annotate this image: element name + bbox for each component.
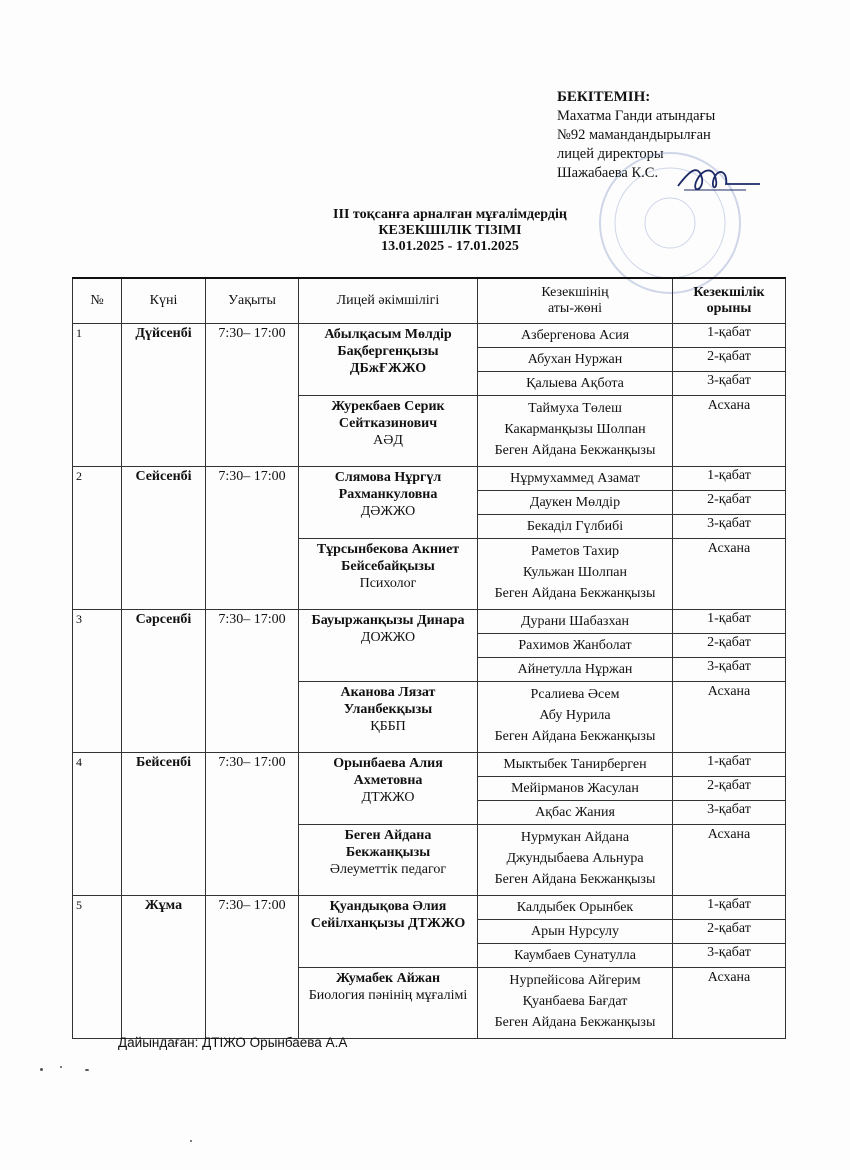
admin-role: Әлеуметтік педагог <box>329 862 447 877</box>
admin-name: Орынбаева Алия Ахметовна <box>333 756 443 788</box>
duty-place: Асхана <box>673 539 786 610</box>
kitchen-teachers <box>478 682 673 753</box>
teacher-name: Мейірманов Жасулан <box>478 777 673 801</box>
table-row <box>73 896 786 920</box>
approval-line: Шажабаева К.С. <box>557 165 659 181</box>
duty-place: 1-қабат <box>673 896 786 920</box>
day-name: Сейсенбі <box>122 467 206 610</box>
admin-cell <box>299 825 478 896</box>
header-place: Кезекшілік орыны <box>673 278 786 324</box>
teacher-name: Бекаділ Гүлбибі <box>478 515 673 539</box>
table-row <box>73 610 786 634</box>
teacher-name: Абухан Нуржан <box>478 348 673 372</box>
teacher-name: Рсалиева Әсем <box>530 687 620 702</box>
admin-name: Бауыржанқызы Динара <box>311 613 465 628</box>
teacher-name: Какарманқызы Шолпан <box>504 422 646 437</box>
duty-place: 1-қабат <box>673 753 786 777</box>
admin-name: Жумабек Айжан <box>335 971 441 986</box>
header-admin: Лицей әкімшілігі <box>299 278 478 324</box>
document-title <box>200 207 700 255</box>
admin-cell <box>299 324 478 396</box>
table-header-row <box>73 278 786 324</box>
day-number: 5 <box>73 896 122 1039</box>
duty-place: 2-қабат <box>673 491 786 515</box>
title-line-2: КЕЗЕКШІЛІК ТІЗІМІ <box>378 223 522 238</box>
admin-role: Психолог <box>359 576 417 591</box>
admin-name: Слямова Нұргүл Рахманкуловна <box>334 470 442 502</box>
admin-role: ДӘЖЖО <box>360 504 416 519</box>
admin-name: Беген Айдана Бекжанқызы <box>344 828 432 860</box>
kitchen-teachers <box>478 968 673 1039</box>
duty-place: 1-қабат <box>673 610 786 634</box>
approval-line: Махатма Ганди атындағы <box>557 108 716 124</box>
teacher-name: Каумбаев Сунатулла <box>478 944 673 968</box>
teacher-name: Арын Нурсулу <box>478 920 673 944</box>
teacher-name: Абу Нурила <box>539 708 611 723</box>
approval-heading: БЕКІТЕМІН: <box>557 89 651 105</box>
table-row <box>73 467 786 491</box>
signature <box>676 160 761 200</box>
teacher-name: Кульжан Шолпан <box>522 565 628 580</box>
teacher-name: Ақбас Жания <box>478 801 673 825</box>
admin-role: ҚББП <box>370 719 406 734</box>
admin-role: ДТЖЖО <box>361 790 415 805</box>
day-name: Бейсенбі <box>122 753 206 896</box>
teacher-name: Беген Айдана Бекжанқызы <box>494 443 656 458</box>
duty-place: 1-қабат <box>673 467 786 491</box>
duty-time: 7:30– 17:00 <box>206 324 299 467</box>
duty-time: 7:30– 17:00 <box>206 610 299 753</box>
header-time: Уақыты <box>206 278 299 324</box>
teacher-name: Беген Айдана Бекжанқызы <box>494 729 656 744</box>
admin-name: Абылқасым Мөлдір Бақбергенқызы ДБжҒЖЖО <box>324 327 452 376</box>
duty-place: 2-қабат <box>673 920 786 944</box>
duty-place: Асхана <box>673 825 786 896</box>
approval-line: №92 мамандандырылған <box>557 127 711 143</box>
duty-time: 7:30– 17:00 <box>206 753 299 896</box>
teacher-name: Нурпейісова Айгерим <box>509 973 641 988</box>
day-number: 4 <box>73 753 122 896</box>
duty-place: 2-қабат <box>673 348 786 372</box>
teacher-name: Беген Айдана Бекжанқызы <box>494 1015 656 1030</box>
admin-cell <box>299 753 478 825</box>
teacher-name: Даукен Мөлдір <box>478 491 673 515</box>
approval-line: лицей директоры <box>557 146 664 162</box>
day-name: Жұма <box>122 896 206 1039</box>
day-number: 2 <box>73 467 122 610</box>
duty-place: 2-қабат <box>673 634 786 658</box>
duty-place: 2-қабат <box>673 777 786 801</box>
day-number: 3 <box>73 610 122 753</box>
teacher-name: Раметов Тахир <box>530 544 620 559</box>
admin-cell <box>299 682 478 753</box>
admin-name: Тұрсынбекова Акниет Бейсебайқызы <box>316 542 460 574</box>
table-body <box>73 324 786 1039</box>
teacher-name: Беген Айдана Бекжанқызы <box>494 586 656 601</box>
table-row <box>73 753 786 777</box>
teacher-name: Калдыбек Орынбек <box>478 896 673 920</box>
table-row <box>73 324 786 348</box>
day-name: Дүйсенбі <box>122 324 206 467</box>
teacher-name: Айнетулла Нұржан <box>478 658 673 682</box>
teacher-name: Рахимов Жанболат <box>478 634 673 658</box>
title-line-1: ІІІ тоқсанға арналған мұғалімдердің <box>333 207 567 222</box>
duty-schedule-table <box>72 277 786 1039</box>
admin-role: Биология пәнінің мұғалімі <box>308 988 468 1003</box>
teacher-name: Қуанбаева Бағдат <box>522 994 628 1009</box>
admin-role: АӘД <box>373 433 403 448</box>
admin-cell <box>299 610 478 682</box>
kitchen-teachers <box>478 825 673 896</box>
admin-name: Журекбаев Серик Сейтказинович <box>331 399 445 431</box>
teacher-name: Азбергенова Асия <box>478 324 673 348</box>
header-day: Күні <box>122 278 206 324</box>
duty-place: Асхана <box>673 968 786 1039</box>
teacher-name: Қалыева Ақбота <box>478 372 673 396</box>
day-name: Сәрсенбі <box>122 610 206 753</box>
title-line-3: 13.01.2025 - 17.01.2025 <box>381 239 519 254</box>
duty-place: Асхана <box>673 396 786 467</box>
kitchen-teachers <box>478 396 673 467</box>
admin-name: Аканова Лязат Уланбекқызы <box>340 685 436 717</box>
duty-place: 3-қабат <box>673 658 786 682</box>
duty-place: 3-қабат <box>673 515 786 539</box>
kitchen-teachers <box>478 539 673 610</box>
header-num: № <box>73 278 122 324</box>
teacher-name: Нурмукан Айдана <box>520 830 630 845</box>
admin-cell <box>299 896 478 968</box>
teacher-name: Таймуха Төлеш <box>528 401 622 416</box>
admin-name: Қуандықова Әлия Сейілханқызы ДТЖЖО <box>310 899 466 931</box>
admin-cell <box>299 968 478 1039</box>
duty-place: 3-қабат <box>673 372 786 396</box>
teacher-name: Нұрмухаммед Азамат <box>478 467 673 491</box>
duty-time: 7:30– 17:00 <box>206 467 299 610</box>
duty-time: 7:30– 17:00 <box>206 896 299 1039</box>
day-number: 1 <box>73 324 122 467</box>
footer-prepared-by: Дайындаған: ДТІЖО Орынбаева А.А <box>118 1035 348 1050</box>
duty-place: 1-қабат <box>673 324 786 348</box>
admin-cell <box>299 396 478 467</box>
admin-cell <box>299 539 478 610</box>
teacher-name: Джундыбаева Альнура <box>506 851 644 866</box>
admin-cell <box>299 467 478 539</box>
teacher-name: Беген Айдана Бекжанқызы <box>494 872 656 887</box>
teacher-name: Мыктыбек Танирберген <box>478 753 673 777</box>
duty-place: Асхана <box>673 682 786 753</box>
teacher-name: Дурани Шабазхан <box>478 610 673 634</box>
duty-place: 3-қабат <box>673 944 786 968</box>
header-teacher: Кезекшінің аты-жөні <box>478 278 673 324</box>
duty-place: 3-қабат <box>673 801 786 825</box>
admin-role: ДОЖЖО <box>360 630 416 645</box>
